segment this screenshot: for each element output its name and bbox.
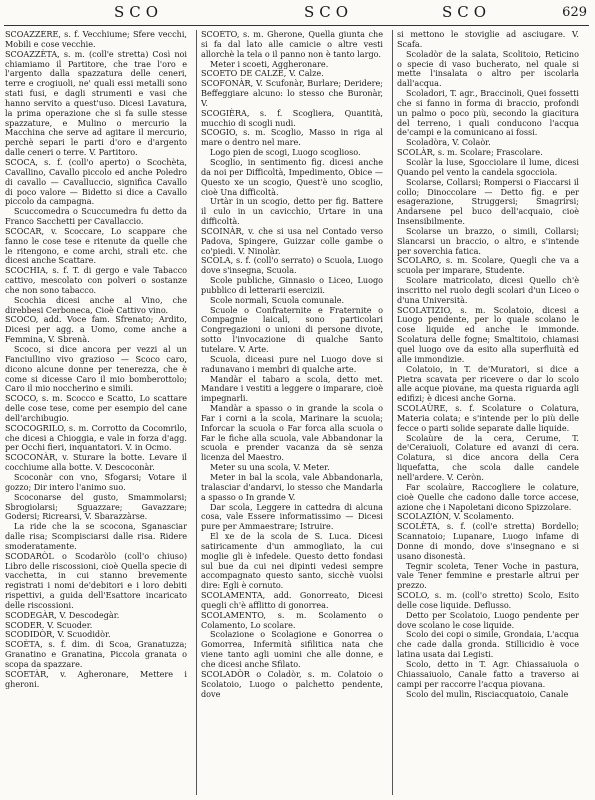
dictionary-entry: Scoconarse del gusto, Smammolarsi; Sbrogiolarsi; Sguazzare; Gavazzare; Godersi; Ricrearsi, V. Sbarazzàrse. (5, 491, 187, 522)
header-right: SCO (442, 3, 492, 21)
dictionary-entry: Scolarse, Collarsi; Rompersi o Fiaccarsi il collo; Dinoccolare — Detto fig. e per esagerazione, Struggersi; Smagrirsi; Andarsene pel buco dell'acquaio, cioè Insensibilmente. (397, 176, 579, 227)
dictionary-entry: Scuole o Confraternite e Fraternite o Compagnie laicali, sono particolari Congregazioni o unioni di persone divote, sotto l'invocazione di qualche Santo tutelare. V. Arte. (201, 304, 383, 354)
dictionary-entry: si mettono le stoviglie ad asciugare. V. Scafa. (397, 30, 579, 49)
dictionary-entry: SCOGIO, s. m. Scoglio, Masso in riga al mare o dentro nel mare. (201, 127, 383, 148)
dictionary-entry: SCOÈTO, s. m. Gherone, Quella giunta che si fa dal lato alle camicie o altre vesti allorchè la tela o il panno non è tanto largo. (201, 30, 383, 59)
dictionary-entry: Meter in bal la scola, vale Abbandonarla, tralasciar d'andarvi, lo stesso che Mandarla a spasso o In grande V. (201, 471, 383, 502)
dictionary-entry: Scoco, si dice ancora per vezzi al un Fanciullino vivo grazioso — Scoco caro, dicono alcune donne per tenerezza, che è come si dicesse Caro il mio bomberottolo; Caro il mio noccherino e simili. (5, 344, 187, 394)
dictionary-entry: Meter su una scola, V. Meter. (210, 462, 330, 473)
dictionary-entry: Scolo, detto in T. Agr. Chiassaiuola o Chiassaiuolo, Canale fatto a traverso ai campi per raccorre l'acqua piovana. (397, 659, 579, 689)
dictionary-entry: SCOLO, s. m. (coll'o stretto) Scolo, Esito delle cose liquide. Deflusso. (397, 590, 579, 610)
dictionary-entry: SCOGIÈRA, s. f. Scogliera, Quantità, mucchio di scogli nudi. (201, 107, 383, 128)
dictionary-entry: Scoladòra, V. Colaòr. (406, 137, 491, 148)
dictionary-entry: Scoconàr con vno, Sfogarsi; Votare il gozzo; Dir intero l'animo suo. (5, 471, 187, 492)
dictionary-entry: SCOLÀR, s. m. Scolare; Frascolare. (397, 147, 543, 158)
dictionary-entry: SCOCHIA, s. f. T. di gergo e vale Tabacco cattivo, mescolato con polveri o sostanze che non sono tabacco. (5, 265, 187, 295)
column-divider (392, 30, 393, 795)
column-right (397, 30, 579, 795)
dictionary-entry: Scoladòr de la salata, Scolitoio, Reticino o specie di vaso bucherato, nel quale si mette l'insalata o altro per iscolarla dall'acqua. (397, 48, 579, 89)
dictionary-entry: Tegnir scoleta, Tener Voche in pastura, vale Tener femmine e prestarle altrui per prezzo. (397, 560, 579, 591)
dictionary-entry: Scoladori, T. agr., Braccinoli, Quei fossetti che si fanno in forma di braccio, profondi un palmo o poco più, secondo la giacitura del terreno, i quali conducono l'acqua de'campi e la comunicano ai fossi. (397, 88, 579, 138)
dictionary-entry: SCOCA, s. f. (coll'o aperto) o Scochèta, Cavallino, Cavallo piccolo ed anche Poledro di cavallo — Cavalluccio, significa Cavallo di poco valore — Bidetto si dice a Cavallo piccolo da campagna. (5, 156, 187, 207)
dictionary-entry: SCOCO, s. m. Scocco e Scatto, Lo scattare delle cose tese, come per esempio del cane dell'archibugio. (5, 393, 187, 423)
dictionary-entry: SCOLÈTA, s. f. (coll'e stretta) Bordello; Scannatoio; Lupanare, Luogo infame di Donne di mondo, dove s'insegnano e si usano disonestà. (397, 521, 579, 561)
dictionary-entry: SCOCOGRILO, s. m. Corrotto da Cocomrilo, che dicesi a Chioggia, e vale in forza d'agg. per Occhi fieri, inquantatori. V. in Ocmo. (5, 422, 187, 453)
header-rule (4, 25, 589, 26)
dictionary-entry: SCOLADÒR o Coladòr, s. m. Colatoio o Scolatoio, Luogo o palchetto pendente, dove (201, 668, 383, 699)
dictionary-entry: Scoglio, in sentimento fig. dicesi anche da noi per Difficoltà, Impedimento, Obice — Questo xe un scogio, Quest'è uno scoglio, cioè Una difficoltà. (201, 156, 383, 197)
dictionary-entry: SCOLA, s. f. (coll'o serrato) o Scuola, Luogo dove s'insegna, Scuola. (201, 255, 383, 276)
dictionary-entry: SCOÈTA, s. f. dim. di Scoa, Granatuzza; Granatino e Granatina, Piccola granata o scopa da spazzare. (5, 639, 187, 669)
dictionary-entry: SCODER. V. Scuoder. (5, 619, 93, 630)
dictionary-entry: SCOINÀR, v. che si usa nel Contado verso Padova, Spingere, Guizzar colle gambe o co'piedi. V. Ninolàr. (201, 225, 383, 256)
dictionary-entry: Scochia dicesi anche al Vino, che direbbesi Cerboneca, Cioè Cattivo vino. (5, 294, 187, 315)
dictionary-entry: SCODARÒL o Scodaròlo (coll'o chiuso) Libro delle riscossioni, cioè Quella specie di vacchetta, in cui stanno brevemente registrati i nomi de'debitori e i loro debiti rispettivi, a guida dell'Esattore incaricato delle riscossioni. (5, 550, 187, 610)
dictionary-entry: Scolazione o Scolagione e Gonorrea o Gomorrea, Infermità sifilitica nata che viene tanto agli uomini che alle donne, e che dicesi anche Sfilato. (201, 629, 383, 669)
column-left (5, 30, 187, 795)
dictionary-entry: Mandàr a spasso o in grande la scola o Far i corni a la scola, Marinare la scuola; Inforcar la scuola o Far forca alla scuola o Far le fiche alla scuola, vale Abbandonar la scuola e prender vacanza da sè senza licenza del Maestro. (201, 403, 383, 463)
dictionary-entry: Colatoio, in T. de'Muratori, si dice a Pietra scavata per ricevere o dar lo scolo alle acque piovane, ma questa riguarda agli edifizi; è dicesi anche Gorna. (397, 363, 579, 404)
dictionary-entry: SCOETO DE CALZE, V. Calze. (201, 68, 324, 79)
header-middle: SCO (304, 3, 354, 21)
dictionary-entry: SCOLATIZIO, s. m. Scolatoio, dicesi a Luogo pendente, per lo quale scolano le cose liquide ed anche le immonde. Scolatura delle fogne; Smaltitoio, chiamasi quel luogo ove da esito alla superfluità ed alle immondizie. (397, 304, 579, 364)
dictionary-entry: El xe de la scola de S. Luca. Dicesi satiricamente d'un ammogliato, la cui moglie gli è infedele. Questo detto fondasi sul bue da cui nei dipinti vedesi sempre accompagnato questo santo, sicchè vuolsi dire: Egli è cornuto. (201, 531, 383, 591)
dictionary-entry: SCODEGÀR, V. Descodegàr. (5, 609, 120, 620)
dictionary-entry: SCOLAMENTO, s. m. Scolamento o Colamento, Lo scolare. (201, 609, 383, 630)
column-divider (196, 30, 197, 795)
dictionary-entry: SCOCO, add. Voce fam. Sfrenato; Ardito, Dicesi per agg. a Uomo, come anche a Femmina, V. Sbrenà. (5, 314, 187, 345)
dictionary-entry: Scole normali, Scuola comunale. (210, 294, 345, 305)
dictionary-entry: SCOLAMENTA, add. Gonorreato, Dicesi quegli ch'è afflitto di gonorrea. (201, 590, 383, 610)
dictionary-entry: SCOLAZIÒN, V. Scolamento. (397, 511, 514, 522)
dictionary-entry: Scolàr la luse, Sgocciolare il lume, dicesi Quando pel vento la candela sgocciola. (397, 156, 579, 177)
dictionary-entry: SCOETÀR, v. Agheronare, Mettere i gheroni. (5, 668, 187, 689)
dictionary-entry: SCOFONÀR, V. Scufonàr, Burlare; Deridere; Beffeggiare alcuno: lo stesso che Buronàr, V. (201, 78, 383, 108)
dictionary-entry: SCOLARO, s. m. Scolare, Quegli che va a scuola per imparare, Studente. (397, 255, 579, 276)
dictionary-entry: Far scolaùre, Raccogliere le colature, cioè Quelle che cadono dalle torce accese, azione che i Napoletani dicono Spizzolare. (397, 481, 579, 512)
dictionary-entry: Scolarse un brazzo, o simili, Collarsi; Slancarsi un braccio, o altro, e s'intende per soverchia fatica. (397, 225, 579, 256)
dictionary-entry: SCODIDÒR, V. Scuodidòr. (5, 629, 111, 640)
dictionary-entry: Scolare matricolato, dicesi Quello ch'è inscritto nel ruolo degli scolari d'un Liceo o d'una Università. (397, 275, 579, 305)
dictionary-entry: Scolo dei copi o simile, Grondaia, L'acqua che cade dalla gronda. Stillicidio è voce latina usata dai Legisti. (397, 629, 579, 660)
running-header (4, 3, 587, 25)
page-number: 629 (562, 5, 587, 20)
dictionary-entry: Logo pien de scogi, Luogo scoglioso. (210, 147, 361, 158)
dictionary-entry: SCOCAR, v. Scoccare, Lo scappare che fanno le cose tese e ritenute da quelle che le ritengono, e come archi, strali etc. che dicesi anche Scattare. (5, 225, 187, 266)
column-middle (201, 30, 383, 795)
dictionary-entry: SCOCONÀR, v. Sturare la botte. Levare il cocchiume alla botte. V. Descoconàr. (5, 452, 187, 473)
dictionary-entry: Mandàr el tabaro a scola, detto met. Mandare i vestiti a leggere o imparare, cioè impegnarli. (201, 373, 383, 404)
dictionary-entry: SCOAZZÈTA, s. m. (coll'e stretta) Così noi chiamiamo il Partitore, che trae l'oro e l'argento dalla spazzatura delle ceneri, terre e crogiuoli, ne' quali essi metalli sono stati fusi, e dagli strumenti e vasi che hanno servito a quest'uso. Dicesi Lavatura, la prima operazione che si fa sulle stesse spazzature, e Mulino o mercurio la Macchina che serve ad agitare il mercurio, perchè separi le parti d'oro e d'argento dalle ceneri o terre. V. Partitoro. (5, 48, 187, 158)
dictionary-entry: SCOAZZÈRE, s. f. Vecchiume; Sfere vecchi, Mobili e cose vecchie. (5, 30, 187, 49)
dictionary-entry: Scole publiche, Ginnasio o Liceo, Luogo pubblico di letterarii esercizii. (201, 275, 383, 295)
dictionary-entry: SCOLAÙRE, s. f. Scolature o Colatura, Materia colata; e s'intende per lo più delle fecce o parti solide separate dalle liquide. (397, 403, 579, 433)
dictionary-entry: Scolo del mulìn, Risciacquatoio, Canale (406, 688, 569, 699)
dictionary-entry: Meter i scoeti, Aggheronare. (210, 58, 329, 69)
dictionary-entry: Urtàr in un scogio, detto per fig. Battere il culo in un cavicchio, Urtare in una difficoltà. (201, 196, 383, 227)
dictionary-entry: Scolaùre de la cera, Cerume, T. de'Ceraiuoli, Colature ed avanzi di cera. Colatura, si dice ancora della Cera liquefatta, che scola dalle candele nell'ardere. V. Ceròn. (397, 432, 579, 482)
dictionary-entry: Scuola, diceasi pure nel Luogo dove si radunavano i membri di qualche arte. (201, 353, 383, 374)
dictionary-entry: Scuccomedra o Scuccumedra fu detto da Franco Sacchetti per Cavallaccio. (5, 206, 187, 227)
dictionary-entry: La ride che la se scocona, Sganasciar dalle risa; Scompisciarsi dalle risa. Ridere smoderatamente. (5, 521, 187, 551)
dictionary-entry: Detto per Scolatoio, Luogo pendente per dove scolano le cose liquide. (397, 609, 579, 630)
dictionary-entry: Dar scola, Leggere in cattedra di alcuna cosa, vale Essere informatissimo — Dicesi pure per Ammaestrare; Istruire. (201, 501, 383, 532)
header-left: SCO (114, 3, 164, 21)
